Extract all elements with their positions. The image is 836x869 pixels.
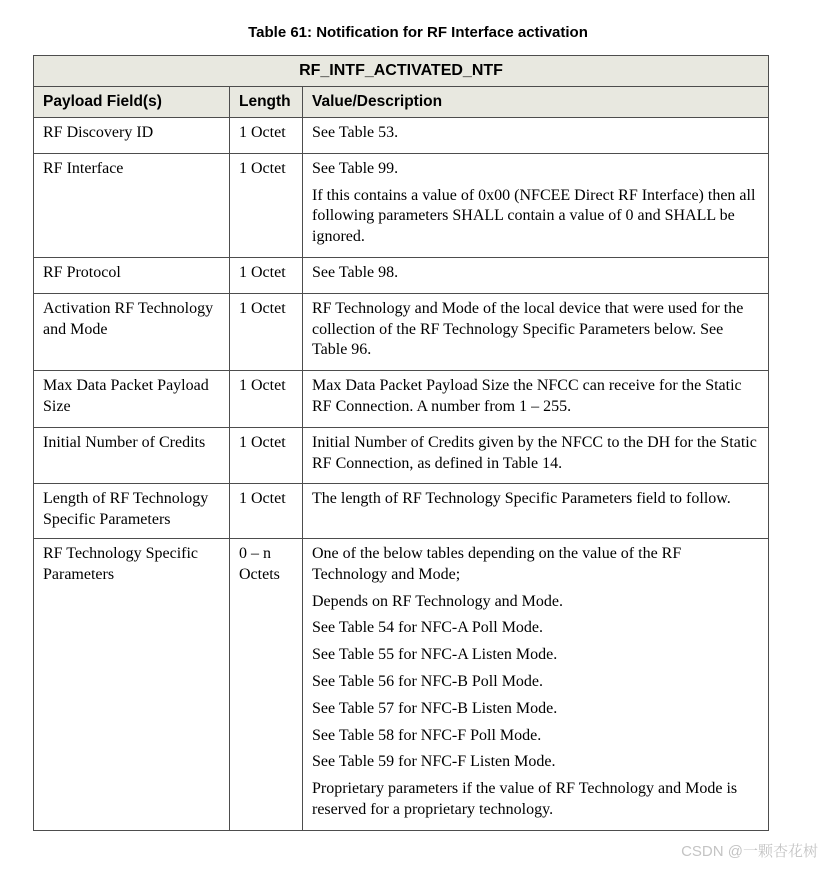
value-paragraph: See Table 57 for NFC-B Listen Mode. [312,699,558,717]
value-paragraph: Proprietary parameters if the value of RF Technology and Mode is reserved for a proprietary technology. [312,780,738,818]
column-header-row [34,87,769,118]
watermark: CSDN @一颗杏花树 [681,843,818,860]
value-paragraph: See Table 56 for NFC-B Poll Mode. [312,672,544,690]
table-row [34,293,769,370]
table-row [34,538,769,830]
table-title: RF_INTF_ACTIVATED_NTF [34,56,769,87]
value-description-cell [303,427,769,484]
table-body [34,118,769,831]
value-paragraph: See Table 99. [312,159,399,177]
length-cell: 0 – n Octets [230,538,303,830]
value-description-cell [303,257,769,293]
table-caption: Table 61: Notification for RF Interface activation [248,24,588,41]
value-paragraph: The length of RF Technology Specific Parameters field to follow. [312,490,731,508]
length-cell: 1 Octet [230,293,303,370]
value-paragraph: See Table 53. [312,124,399,141]
value-description-cell [303,484,769,539]
value-paragraph: If this contains a value of 0x00 (NFCEE Direct RF Interface) then all following parameters SHALL contain a value of 0 and SHALL be ignored. [312,186,756,246]
value-paragraph: Depends on RF Technology and Mode. [312,592,563,610]
payload-field-cell: RF Interface [34,153,230,257]
value-paragraph: See Table 55 for NFC-A Listen Mode. [312,646,558,664]
payload-field-cell: Initial Number of Credits [34,427,230,484]
table-row [34,427,769,484]
length-cell: 1 Octet [230,484,303,539]
spec-table [33,55,769,831]
payload-field-cell: RF Discovery ID [34,118,230,154]
column-header-length: Length [230,87,303,118]
value-description-cell [303,538,769,830]
column-header-payload-field: Payload Field(s) [34,87,230,118]
value-paragraph: RF Technology and Mode of the local device that were used for the collection of the RF Technology Specific Parameters below. See Table 96. [312,299,744,359]
value-description-cell [303,293,769,370]
length-cell: 1 Octet [230,118,303,154]
value-paragraph: See Table 59 for NFC-F Listen Mode. [312,753,556,771]
payload-field-cell: Length of RF Technology Specific Parameters [34,484,230,539]
column-header-value-description: Value/Description [303,87,769,118]
length-cell: 1 Octet [230,257,303,293]
document-page [0,24,836,860]
value-paragraph: See Table 54 for NFC-A Poll Mode. [312,619,544,637]
value-paragraph: See Table 98. [312,263,399,281]
table-row [34,153,769,257]
length-cell: 1 Octet [230,427,303,484]
payload-field-cell: RF Technology Specific Parameters [34,538,230,830]
value-paragraph: Max Data Packet Payload Size the NFCC can receive for the Static RF Connection. A number from 1 – 255. [312,377,742,415]
value-paragraph: One of the below tables depending on the value of the RF Technology and Mode; [312,544,682,583]
value-description-cell [303,118,769,154]
value-description-cell [303,153,769,257]
value-paragraph: See Table 58 for NFC-F Poll Mode. [312,726,542,744]
table-row [34,118,769,154]
table-row [34,371,769,428]
value-description-cell [303,371,769,428]
length-cell: 1 Octet [230,153,303,257]
payload-field-cell: RF Protocol [34,257,230,293]
length-cell: 1 Octet [230,371,303,428]
value-paragraph: Initial Number of Credits given by the NFCC to the DH for the Static RF Connection, as defined in Table 14. [312,433,757,472]
table-title-row [34,56,769,87]
table-row [34,257,769,293]
payload-field-cell: Max Data Packet Payload Size [34,371,230,428]
payload-field-cell: Activation RF Technology and Mode [34,293,230,370]
table-row [34,484,769,539]
